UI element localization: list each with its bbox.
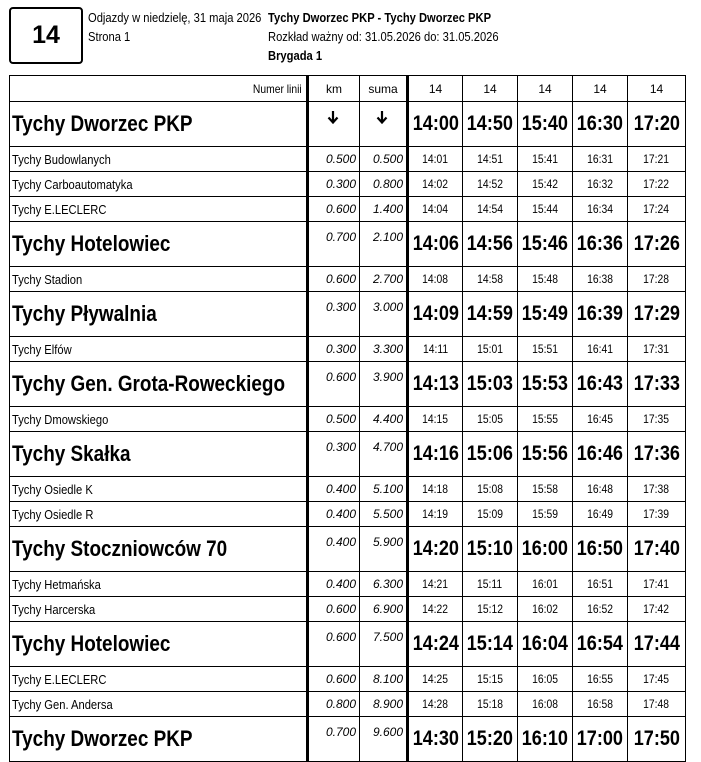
departure-time: 14:52 [463,172,518,197]
departure-time: 15:10 [463,527,518,572]
departure-time: 15:41 [518,147,573,172]
departure-time: 14:50 [463,102,518,147]
departure-time: 15:06 [463,432,518,477]
departure-time: 15:08 [463,477,518,502]
sum-cell: 5.500 [360,502,408,527]
departure-time: 14:28 [408,692,463,717]
stop-row [10,432,686,477]
departure-time: 16:49 [573,502,628,527]
departure-time: 15:11 [463,572,518,597]
departures-label: Odjazdy w niedzielę, 31 maja 2026 [88,10,262,25]
sum-cell: 2.100 [360,222,408,267]
departure-time: 15:48 [518,267,573,292]
departure-time: 15:56 [518,432,573,477]
departure-time: 14:51 [463,147,518,172]
km-cell: 0.600 [308,197,360,222]
km-cell: 0.400 [308,527,360,572]
departure-time: 14:24 [408,622,463,667]
km-cell: 0.600 [308,267,360,292]
sum-header: suma [360,76,408,102]
departure-time: 15:15 [463,667,518,692]
sum-cell: 8.900 [360,692,408,717]
stop-row [10,267,686,292]
route-title: Tychy Dworzec PKP - Tychy Dworzec PKP [268,10,492,25]
km-cell [308,102,360,147]
departure-time: 14:02 [408,172,463,197]
stop-name: Tychy Budowlanych [12,151,111,167]
km-cell: 0.600 [308,667,360,692]
stop-name-cell [10,172,308,197]
line-number: 14 [32,21,60,49]
departure-time: 14:56 [463,222,518,267]
sum-cell: 9.600 [360,717,408,762]
sum-cell: 3.900 [360,362,408,407]
km-cell: 0.300 [308,292,360,337]
stop-name: Tychy Dworzec PKP [12,111,193,136]
brigade-label: Brygada 1 [268,48,323,63]
km-cell: 0.600 [308,622,360,667]
departure-time: 16:05 [518,667,573,692]
stop-name-cell [10,407,308,432]
departure-time: 15:55 [518,407,573,432]
stop-name: Tychy Dworzec PKP [12,726,193,751]
departure-time: 17:48 [628,692,686,717]
departure-time: 14:11 [408,337,463,362]
departure-time: 15:05 [463,407,518,432]
km-cell: 0.300 [308,337,360,362]
departure-time: 17:33 [628,362,686,407]
departure-time: 14:09 [408,292,463,337]
departure-time: 15:01 [463,337,518,362]
stop-name: Tychy Gen. Andersa [12,696,113,712]
departure-time: 16:36 [573,222,628,267]
departure-time: 17:24 [628,197,686,222]
departure-time: 15:49 [518,292,573,337]
stop-name: Tychy Carboautomatyka [12,176,133,192]
sum-cell: 0.500 [360,147,408,172]
departure-time: 15:18 [463,692,518,717]
departure-time: 15:40 [518,102,573,147]
stop-row [10,197,686,222]
page-label: Strona 1 [88,29,131,44]
stop-name: Tychy Skałka [12,441,131,466]
departure-time: 16:00 [518,527,573,572]
departure-time: 14:20 [408,527,463,572]
departure-time: 16:50 [573,527,628,572]
departure-time: 17:45 [628,667,686,692]
departure-time: 16:46 [573,432,628,477]
departure-time: 17:26 [628,222,686,267]
km-cell: 0.700 [308,222,360,267]
sum-cell: 2.700 [360,267,408,292]
stop-name: Tychy Hotelowiec [12,631,171,656]
stop-row [10,362,686,407]
departure-time: 16:32 [573,172,628,197]
km-cell: 0.400 [308,477,360,502]
departure-time: 16:45 [573,407,628,432]
course-line-number: 14 [628,76,686,102]
stop-name: Tychy E.LECLERC [12,671,107,687]
departure-time: 16:34 [573,197,628,222]
stop-name-cell [10,717,308,762]
departure-time: 16:41 [573,337,628,362]
stop-name: Tychy Dmowskiego [12,411,109,427]
sum-cell: 7.500 [360,622,408,667]
sum-cell [360,102,408,147]
stop-name-cell [10,477,308,502]
stop-name: Tychy Osiedle R [12,506,94,522]
validity-text: Rozkład ważny od: 31.05.2026 do: 31.05.2026 [268,29,499,44]
stop-row [10,477,686,502]
km-cell: 0.400 [308,502,360,527]
departure-time: 15:51 [518,337,573,362]
departure-time: 15:14 [463,622,518,667]
stop-name-cell [10,692,308,717]
km-header: km [308,76,360,102]
stop-name-cell [10,502,308,527]
departure-time: 14:08 [408,267,463,292]
departure-time: 16:08 [518,692,573,717]
departure-time: 15:09 [463,502,518,527]
departure-time: 14:25 [408,667,463,692]
departure-time: 16:04 [518,622,573,667]
stop-row [10,502,686,527]
departure-time: 14:16 [408,432,463,477]
km-cell: 0.500 [308,407,360,432]
course-line-number: 14 [408,76,463,102]
stop-row [10,337,686,362]
sum-cell: 4.400 [360,407,408,432]
line-number-label: Numer linii [10,76,308,102]
stop-name: Tychy Elfów [12,341,72,357]
departure-time: 15:12 [463,597,518,622]
departure-time: 14:04 [408,197,463,222]
departure-time: 17:41 [628,572,686,597]
departure-time: 17:36 [628,432,686,477]
km-cell: 0.300 [308,172,360,197]
departure-time: 14:21 [408,572,463,597]
stop-name-cell [10,572,308,597]
departure-time: 17:28 [628,267,686,292]
stop-name: Tychy Stoczniowców 70 [12,536,228,561]
stop-name-cell [10,102,308,147]
departure-time: 17:50 [628,717,686,762]
km-cell: 0.500 [308,147,360,172]
departure-time: 14:06 [408,222,463,267]
sum-cell: 3.300 [360,337,408,362]
stop-name-cell [10,622,308,667]
stop-row [10,667,686,692]
sum-cell: 4.700 [360,432,408,477]
stop-name: Tychy Pływalnia [12,301,157,326]
km-cell: 0.600 [308,597,360,622]
stop-name-cell [10,432,308,477]
course-line-number: 14 [463,76,518,102]
arrow-down-icon [376,110,388,124]
stop-name: Tychy Osiedle K [12,481,93,497]
departure-time: 15:44 [518,197,573,222]
departure-time: 17:21 [628,147,686,172]
departure-time: 14:58 [463,267,518,292]
stop-name-cell [10,667,308,692]
departure-time: 16:10 [518,717,573,762]
departure-time: 17:42 [628,597,686,622]
departure-time: 17:00 [573,717,628,762]
sum-cell: 8.100 [360,667,408,692]
sum-cell: 6.300 [360,572,408,597]
departure-time: 16:43 [573,362,628,407]
sum-cell: 6.900 [360,597,408,622]
stop-name: Tychy E.LECLERC [12,201,107,217]
stop-row [10,597,686,622]
departure-time: 16:48 [573,477,628,502]
stop-row [10,147,686,172]
stop-name-cell [10,362,308,407]
departure-time: 16:58 [573,692,628,717]
departure-time: 14:22 [408,597,463,622]
stop-name-cell [10,337,308,362]
sum-cell: 5.100 [360,477,408,502]
timetable [9,75,686,762]
departure-time: 16:30 [573,102,628,147]
stop-row [10,102,686,147]
km-cell: 0.400 [308,572,360,597]
departure-time: 14:19 [408,502,463,527]
stop-name: Tychy Hetmańska [12,576,101,592]
stop-name-cell [10,267,308,292]
course-line-number: 14 [518,76,573,102]
stop-row [10,407,686,432]
departure-time: 15:53 [518,362,573,407]
departure-time: 16:02 [518,597,573,622]
header-row [10,76,686,102]
departure-time: 17:35 [628,407,686,432]
departure-time: 14:59 [463,292,518,337]
departure-time: 17:22 [628,172,686,197]
departure-time: 16:51 [573,572,628,597]
stop-row [10,572,686,597]
km-cell: 0.800 [308,692,360,717]
departure-time: 14:18 [408,477,463,502]
km-cell: 0.600 [308,362,360,407]
stop-name-cell [10,197,308,222]
departure-time: 15:20 [463,717,518,762]
sum-cell: 0.800 [360,172,408,197]
stop-name: Tychy Gen. Grota-Roweckiego [12,371,286,396]
sum-cell: 5.900 [360,527,408,572]
stop-name-cell [10,597,308,622]
departure-time: 14:15 [408,407,463,432]
stop-name: Tychy Hotelowiec [12,231,171,256]
sum-cell: 3.000 [360,292,408,337]
stop-row [10,222,686,267]
departure-time: 17:44 [628,622,686,667]
departure-time: 15:46 [518,222,573,267]
departure-time: 16:31 [573,147,628,172]
departure-time: 16:55 [573,667,628,692]
departure-time: 15:42 [518,172,573,197]
departure-time: 17:20 [628,102,686,147]
line-number-box [9,7,83,64]
departure-time: 15:59 [518,502,573,527]
departure-time: 16:54 [573,622,628,667]
km-cell: 0.700 [308,717,360,762]
stop-name: Tychy Harcerska [12,601,96,617]
stop-row [10,692,686,717]
departure-time: 14:30 [408,717,463,762]
stop-name: Tychy Stadion [12,271,83,287]
departure-time: 16:38 [573,267,628,292]
departure-time: 14:01 [408,147,463,172]
departure-time: 17:31 [628,337,686,362]
departure-time: 16:52 [573,597,628,622]
stop-row [10,717,686,762]
stop-name-cell [10,527,308,572]
departure-time: 15:03 [463,362,518,407]
stop-row [10,527,686,572]
sum-cell: 1.400 [360,197,408,222]
departure-time: 14:00 [408,102,463,147]
stop-name-cell [10,292,308,337]
departure-time: 17:38 [628,477,686,502]
km-cell: 0.300 [308,432,360,477]
departure-time: 15:58 [518,477,573,502]
departure-time: 16:01 [518,572,573,597]
stop-row [10,292,686,337]
departure-time: 17:29 [628,292,686,337]
stop-row [10,622,686,667]
departure-time: 14:54 [463,197,518,222]
departure-time: 16:39 [573,292,628,337]
departure-time: 17:40 [628,527,686,572]
departure-time: 14:13 [408,362,463,407]
course-line-number: 14 [573,76,628,102]
stop-row [10,172,686,197]
stop-name-cell [10,222,308,267]
timetable-body [10,102,686,762]
arrow-down-icon [327,110,339,124]
departure-time: 17:39 [628,502,686,527]
stop-name-cell [10,147,308,172]
